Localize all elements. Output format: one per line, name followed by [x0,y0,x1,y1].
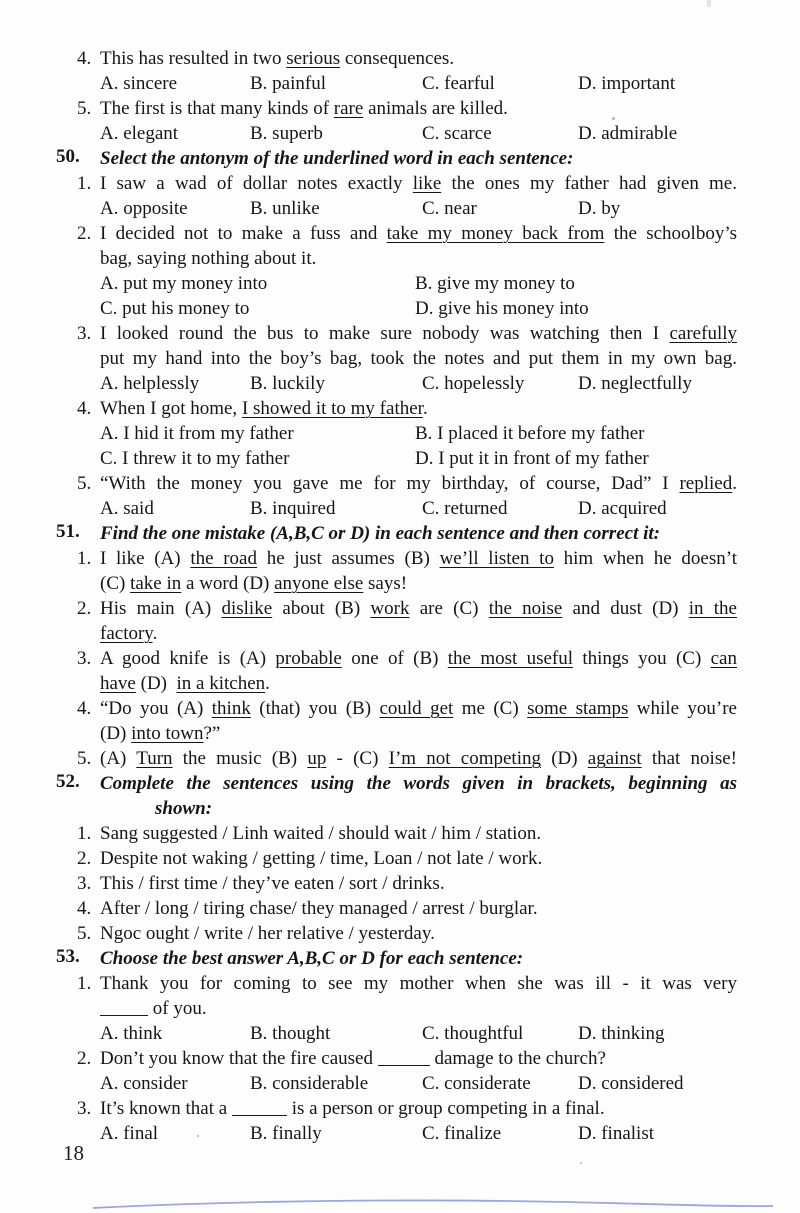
text-segment: Don’t you know that the fire caused [100,1048,378,1069]
item-number: 5. [77,98,92,119]
underlined-phrase: can [710,648,737,669]
exercise-item [77,746,737,771]
section-heading-line: Find the one mistake (A,B,C or D) in each sentence and then correct it: [100,523,660,544]
text-segment: This has resulted in two [100,48,287,69]
scan-speck [197,1135,199,1137]
section-heading-line: Choose the best answer A,B,C or D for each sentence: [100,948,524,969]
exercise-item [77,46,737,71]
underlined-phrase: serious [286,48,341,69]
text-segment: says! [363,573,408,594]
text-segment: I decided not to make a fuss and [100,223,387,244]
section-heading [56,771,737,821]
option: C. I threw it to my father [100,448,290,469]
text-line [77,746,737,771]
section-heading-line: Select the antonym of the underlined word in each sentence: [100,148,574,169]
item-number: 4. [77,398,92,419]
text-segment: I saw a wad of dollar notes exactly [100,173,413,194]
exercise-item [77,96,737,121]
exercise-item [77,846,737,871]
option: B. painful [250,73,326,94]
text-line [77,971,737,996]
underlined-phrase: like [412,173,442,194]
option: C. hopelessly [422,373,525,394]
exercise-item [77,471,737,496]
text-segment: (D) [540,748,588,769]
option: A. elegant [100,123,179,144]
text-segment: After / long / tiring chase/ they managed / arrest / burglar. [100,898,538,919]
text-line [77,846,737,871]
text-segment: Despite not waking / getting / time, Loan / not late / work. [100,848,543,869]
options-row [100,296,737,321]
underlined-phrase: I showed it to my father [241,398,423,419]
exercise-item [77,396,737,421]
option: B. superb [250,123,323,144]
options-row [100,371,737,396]
option: C. finalize [422,1123,502,1144]
text-segment: . [732,473,737,494]
options-row [100,1121,737,1146]
text-segment: the music (B) [172,748,308,769]
underlined-phrase: the most useful [447,648,574,669]
exercise-item [77,921,737,946]
option: D. I put it in front of my father [415,448,649,469]
underlined-phrase: rare [333,98,364,119]
options-row [100,421,737,446]
text-line [77,96,737,121]
underlined-phrase: the road [190,548,257,569]
option: C. near [422,198,477,219]
item-number: 3. [77,1098,92,1119]
text-segment: are (C) [409,598,489,619]
exercise-item [77,546,737,596]
text-segment: the ones my father had given me. [441,173,737,194]
item-number: 5. [77,473,92,494]
text-line [77,821,737,846]
option: C. put his money to [100,298,250,319]
option: A. final [100,1123,159,1144]
underlined-phrase: replied [679,473,733,494]
option: C. scarce [422,123,492,144]
blank-line [232,1102,287,1116]
underlined-phrase: in the [688,598,737,619]
text-segment: Ngoc ought / write / her relative / yesterday. [100,923,435,944]
item-number: 2. [77,598,92,619]
underlined-phrase: anyone else [274,573,364,594]
blank-line [378,1052,430,1066]
section-heading-line: shown: [155,798,213,819]
underlined-phrase: the noise [488,598,563,619]
exercise-item [77,171,737,196]
item-number: 3. [77,648,92,669]
section-heading [56,946,737,971]
text-segment: (that) you (B) [250,698,380,719]
option: A. said [100,498,154,519]
item-number: 3. [77,873,92,894]
option: C. thoughtful [422,1023,524,1044]
text-segment: me (C) [453,698,528,719]
option: C. fearful [422,73,495,94]
option: C. returned [422,498,508,519]
option: D. give his money into [415,298,589,319]
underlined-phrase: probable [275,648,342,669]
option: B. I placed it before my father [415,423,645,444]
option: D. by [578,198,621,219]
item-number: 1. [77,173,92,194]
option: D. important [578,73,676,94]
text-line [100,346,737,371]
underlined-phrase: up [307,748,327,769]
exercise-item [77,896,737,921]
text-segment: of you. [148,998,207,1019]
text-segment: bag, saying nothing about it. [100,248,317,269]
option: B. unlike [250,198,320,219]
option: D. admirable [578,123,678,144]
section-number: 53. [56,946,80,967]
underlined-phrase: into town [131,723,204,744]
text-segment: . [422,398,428,419]
option: D. thinking [578,1023,665,1044]
option: A. I hid it from my father [100,423,294,444]
underlined-phrase: think [211,698,251,719]
exercise-item [77,971,737,1021]
text-line [100,571,737,596]
underlined-phrase: factory [100,623,153,644]
text-segment: When I got home, [100,398,242,419]
item-number: 1. [77,973,92,994]
section-heading-line: Complete the sentences using the words given in brackets, beginning as [100,773,737,794]
item-number: 1. [77,823,92,844]
option: B. thought [250,1023,331,1044]
text-segment: - (C) [326,748,389,769]
option: A. helplessly [100,373,200,394]
text-line [77,321,737,346]
options-row [100,121,737,146]
section-number: 52. [56,771,80,792]
option: A. put my money into [100,273,268,294]
underlined-phrase: dislike [221,598,273,619]
section-heading [56,146,737,171]
text-segment: This / first time / they’ve eaten / sort / drinks. [100,873,445,894]
text-line [100,246,737,271]
option: B. finally [250,1123,322,1144]
item-number: 2. [77,1048,92,1069]
exercise-item [77,321,737,371]
text-segment: Thank you for coming to see my mother when she was ill - it was very [100,973,737,994]
option: B. give my money to [415,273,575,294]
exercise-item [77,696,737,746]
text-segment: . [265,673,270,694]
text-segment: put my hand into the boy’s bag, took the notes and put them in my own bag. [100,348,737,369]
option: D. finalist [578,1123,654,1144]
text-line [77,696,737,721]
option: D. considered [578,1073,684,1094]
item-number: 2. [77,223,92,244]
text-line [77,871,737,896]
underlined-phrase: Turn [136,748,173,769]
item-number: 5. [77,748,92,769]
text-segment: A good knife is (A) [100,648,276,669]
item-number: 5. [77,923,92,944]
scan-speck [612,117,615,120]
option: B. considerable [250,1073,369,1094]
text-segment: I like (A) [100,548,191,569]
text-line [100,621,737,646]
text-line [100,721,737,746]
text-segment: he just assumes (B) [257,548,440,569]
options-row [100,71,737,96]
text-line [77,471,737,496]
underlined-phrase: carefully [669,323,737,344]
text-line [77,221,738,246]
text-line [77,396,737,421]
exercise-item [77,221,738,271]
options-row [100,271,737,296]
exercise-item [77,1096,737,1121]
text-segment: His main (A) [100,598,222,619]
options-row [100,196,737,221]
section-heading [56,521,737,546]
text-segment: “Do you (A) [100,698,212,719]
page-number: 18 [63,1141,84,1165]
option: D. acquired [578,498,667,519]
option: A. sincere [100,73,178,94]
exercise-content [56,46,738,1146]
text-segment: I looked round the bus to make sure nobody was watching then I [100,323,670,344]
underlined-phrase: could get [379,698,454,719]
scan-edge-artifact [707,0,711,7]
text-segment: the schoolboy’s [604,223,738,244]
options-row [100,1021,737,1046]
underlined-phrase: we’ll listen to [439,548,554,569]
underlined-phrase: have [100,673,136,694]
text-segment: “With the money you gave me for my birthday, of course, Dad” I [100,473,680,494]
text-segment: animals are killed. [363,98,508,119]
text-segment: It’s known that a [100,1098,232,1119]
text-segment: consequences. [340,48,455,69]
text-segment: ?” [203,723,221,744]
text-line [77,171,737,196]
option: B. luckily [250,373,325,394]
blank-line [100,1002,148,1016]
item-number: 4. [77,898,92,919]
text-segment: (D) [135,673,177,694]
option: B. inquired [250,498,336,519]
text-segment: that noise! [641,748,737,769]
item-number: 1. [77,548,92,569]
underlined-phrase: work [370,598,410,619]
text-line [77,46,737,71]
text-segment: Sang suggested / Linh waited / should wait / him / station. [100,823,542,844]
text-line [77,1096,737,1121]
underlined-phrase: some stamps [527,698,629,719]
underlined-phrase: take my money back from [386,223,605,244]
underlined-phrase: I’m not competing [388,748,541,769]
section-number: 50. [56,146,80,167]
exercise-item [77,596,737,646]
underlined-phrase: against [587,748,642,769]
text-line [100,996,737,1021]
exercise-item [77,646,737,696]
exercise-item [77,871,737,896]
text-segment: while you’re [628,698,737,719]
text-line [77,546,737,571]
book-edge-line [0,1197,800,1213]
underlined-phrase: in a kitchen [176,673,266,694]
option: A. consider [100,1073,188,1094]
text-line [77,921,737,946]
option: A. opposite [100,198,188,219]
text-segment: (A) [100,748,137,769]
option: C. considerate [422,1073,531,1094]
text-segment: about (B) [272,598,371,619]
option: A. think [100,1023,163,1044]
text-segment: and dust (D) [562,598,689,619]
text-segment: damage to the church? [429,1048,606,1069]
text-line [77,596,737,621]
text-line [77,896,737,921]
text-line [77,1046,737,1071]
text-segment: a word (D) [181,573,275,594]
option: D. neglectfully [578,373,692,394]
item-number: 3. [77,323,92,344]
text-segment: him when he doesn’t [553,548,737,569]
text-segment: The first is that many kinds of [100,98,334,119]
options-row [100,1071,737,1096]
options-row [100,496,737,521]
text-segment: (D) [100,723,132,744]
text-segment: . [152,623,158,644]
underlined-phrase: take in [130,573,182,594]
item-number: 2. [77,848,92,869]
text-segment: (C) [100,573,131,594]
scan-speck [580,1162,582,1164]
section-number: 51. [56,521,80,542]
text-line [77,646,737,671]
text-segment: one of (B) [341,648,448,669]
text-line [100,671,737,696]
text-segment: things you (C) [573,648,711,669]
exercise-item [77,821,737,846]
text-segment: is a person or group competing in a final. [286,1098,605,1119]
exercise-item [77,1046,737,1071]
item-number: 4. [77,48,92,69]
options-row [100,446,737,471]
item-number: 4. [77,698,92,719]
